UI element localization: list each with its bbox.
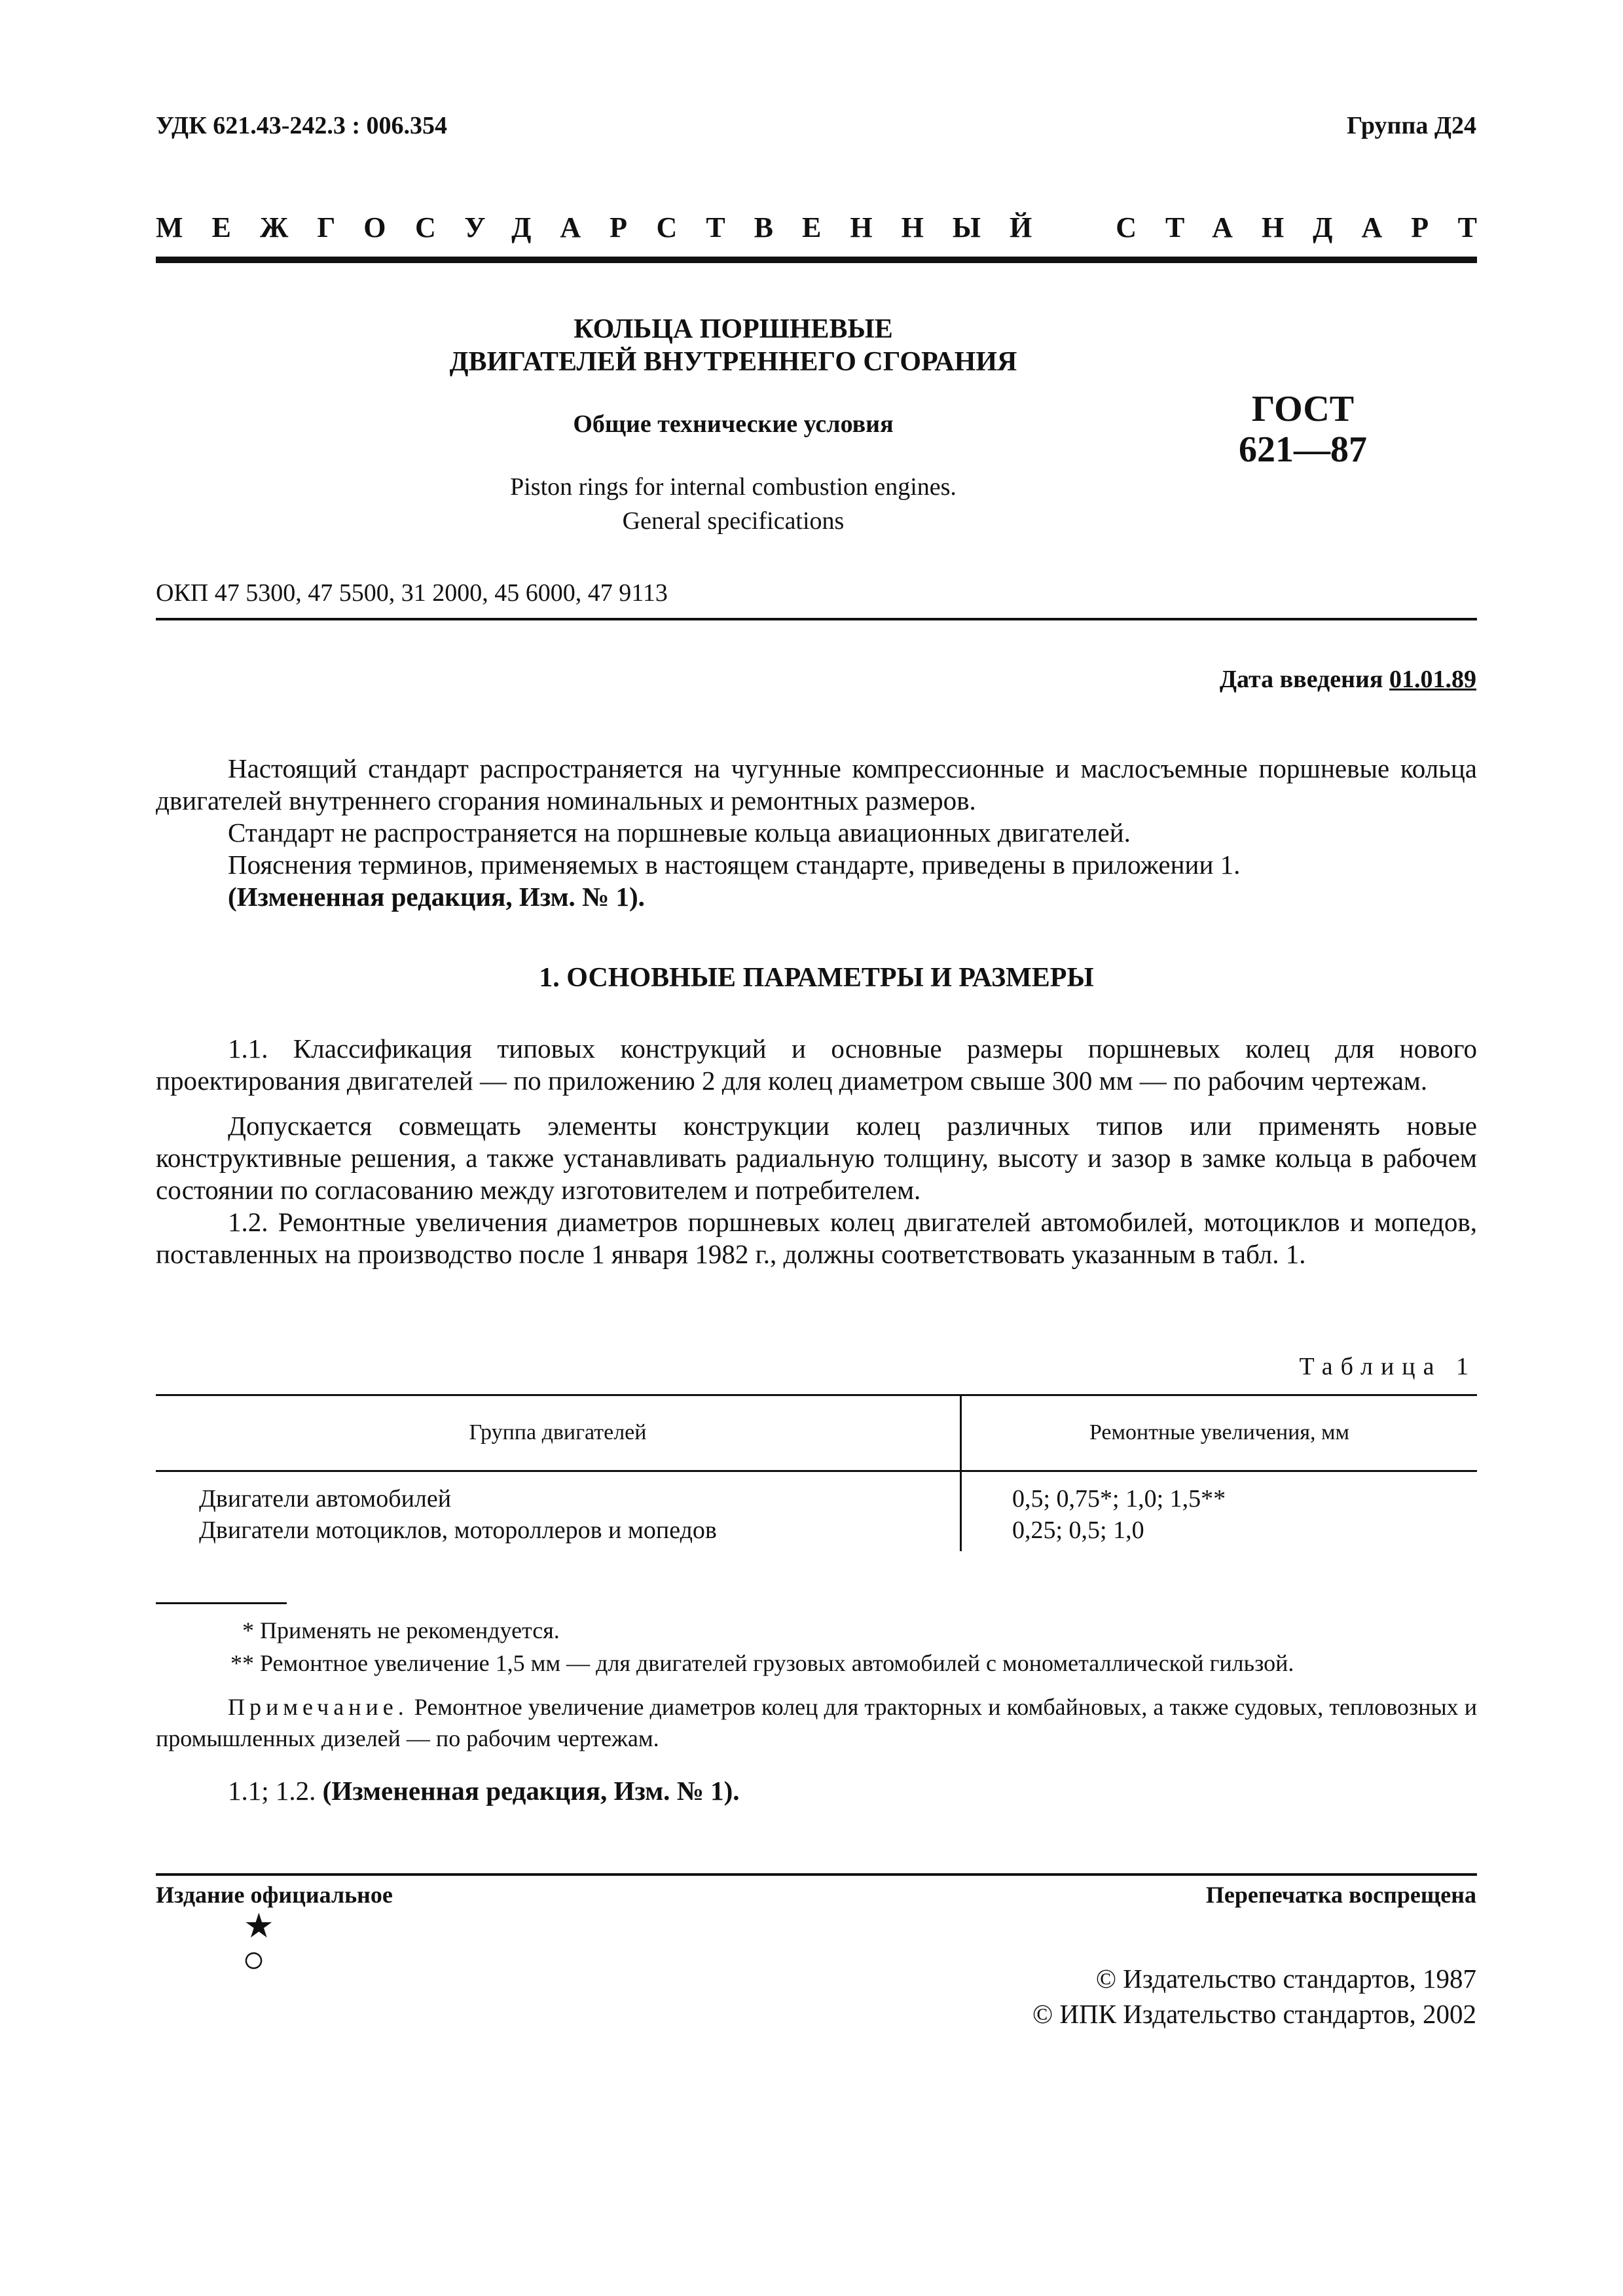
footnote-1-text: Применять не рекомендуется. xyxy=(260,1617,560,1643)
table-cell-values: 0,25; 0,5; 1,0 xyxy=(1012,1516,1144,1544)
table-header-group: Группа двигателей xyxy=(469,1420,647,1444)
intro-date xyxy=(1220,665,1476,694)
note-label: Примечание. xyxy=(228,1694,409,1720)
footer-rule xyxy=(156,1873,1477,1876)
okp-rule xyxy=(156,618,1477,620)
table-caption: Таблица 1 xyxy=(1299,1353,1476,1380)
note-text: Ремонтное увеличение диаметров колец для тракторных и комбайновых, а также судовых, тепловозных и промышленных дизелей — по рабочим чертежам. xyxy=(156,1694,1478,1751)
circle-icon: ○ xyxy=(242,1938,266,1981)
udk-code: УДК 621.43-242.3 : 006.354 xyxy=(156,112,448,139)
title-block xyxy=(288,313,1178,538)
intro-paragraph-1: Настоящий стандарт распространяется на чугунные компрессионные и маслосъемные поршневые кольца двигателей внутреннего сгорания номинальных и ремонтных размеров. xyxy=(156,753,1477,816)
title-subtitle: Общие технические условия xyxy=(573,410,894,438)
gost-block xyxy=(1205,389,1401,470)
official-edition: Издание официальное xyxy=(156,1882,393,1908)
banner-rule xyxy=(156,257,1477,263)
section-body xyxy=(156,1033,1477,1270)
intro-paragraph-3: Пояснения терминов, применяемых в настоящем стандарте, приведены в приложении 1. xyxy=(228,850,1241,880)
group-code: Группа Д24 xyxy=(1347,112,1476,139)
table-row xyxy=(199,1483,717,1546)
table-header-values: Ремонтные увеличения, мм xyxy=(1089,1420,1350,1444)
title-line-1: КОЛЬЦА ПОРШНЕВЫЕ xyxy=(574,314,893,344)
table-cell-group: Двигатели мотоциклов, мотороллеров и мопедов xyxy=(199,1516,717,1544)
okp-codes: ОКП 47 5300, 47 5500, 31 2000, 45 6000, 47 9113 xyxy=(156,579,668,607)
table-header-rule xyxy=(156,1470,1477,1472)
copyright-2: © ИПК Издательство стандартов, 2002 xyxy=(1032,1999,1476,2029)
table-note xyxy=(156,1691,1477,1754)
gost-label: ГОСТ xyxy=(1251,389,1355,429)
table-top-rule xyxy=(156,1394,1477,1396)
amendment-text: (Измененная редакция, Изм. № 1). xyxy=(322,1776,740,1806)
footnote-1-mark: * xyxy=(242,1617,254,1643)
title-en-line-2: General specifications xyxy=(622,507,845,535)
table-column-divider xyxy=(960,1394,962,1551)
intro-date-label: Дата введения xyxy=(1219,666,1383,693)
table-cell-group: Двигатели автомобилей xyxy=(199,1485,452,1513)
section-heading: 1. ОСНОВНЫЕ ПАРАМЕТРЫ И РАЗМЕРЫ xyxy=(539,963,1094,993)
star-icon: ★ xyxy=(244,1908,274,1945)
title-line-2: ДВИГАТЕЛЕЙ ВНУТРЕННЕГО СГОРАНИЯ xyxy=(449,347,1017,377)
intro-section xyxy=(156,753,1477,913)
banner-left-text: МЕЖГОСУДАРСТВЕННЫЙ xyxy=(156,211,1061,243)
amendment-ref: 1.1; 1.2. xyxy=(228,1776,316,1806)
reprint-notice: Перепечатка воспрещена xyxy=(1205,1882,1476,1908)
footnote-2 xyxy=(156,1647,1477,1679)
banner-right-text: СТАНДАРТ xyxy=(1116,211,1506,243)
section-paragraph-1-1-cont: Допускается совмещать элементы конструкции колец различных типов или применять новые конструктивные решения, а также устанавливать радиальную толщину, высоту и зазор в замке кольца в рабочем состоянии по согласованию между изготовителем и потребителем. xyxy=(156,1111,1477,1205)
section-paragraph-1-2: 1.2. Ремонтные увеличения диаметров поршневых колец двигателей автомобилей, мотоциклов и мопедов, поставленных на производство после 1 января 1982 г., должны соответствовать указанным в табл. 1. xyxy=(156,1207,1477,1269)
banner xyxy=(156,211,1506,250)
gost-number: 621—87 xyxy=(1239,429,1367,470)
copyright-block xyxy=(1032,1961,1476,2032)
footnotes xyxy=(156,1614,1477,1679)
section-paragraph-1-1: 1.1. Классификация типовых конструкций и основные размеры поршневых колец для нового проектирования двигателей — по приложению 2 для колец диаметром свыше 300 мм — по рабочим чертежам. xyxy=(156,1033,1477,1096)
intro-amendment: (Измененная редакция, Изм. № 1). xyxy=(228,882,645,912)
footnote-2-text: Ремонтное увеличение 1,5 мм — для двигателей грузовых автомобилей с монометаллической гильзой. xyxy=(260,1650,1294,1676)
amendment-line xyxy=(228,1775,740,1806)
title-en-line-1: Piston rings for internal combustion engines. xyxy=(510,473,957,501)
table-cell-values: 0,5; 0,75*; 1,0; 1,5** xyxy=(1012,1485,1226,1513)
footnote-rule xyxy=(156,1602,287,1604)
copyright-1: © Издательство стандартов, 1987 xyxy=(1095,1964,1476,1994)
table-row xyxy=(1012,1483,1226,1546)
footnote-2-mark: ** xyxy=(230,1650,254,1676)
intro-date-value: 01.01.89 xyxy=(1389,666,1476,693)
intro-paragraph-2: Стандарт не распространяется на поршневые кольца авиационных двигателей. xyxy=(228,817,1131,848)
footnote-1 xyxy=(156,1614,1477,1647)
